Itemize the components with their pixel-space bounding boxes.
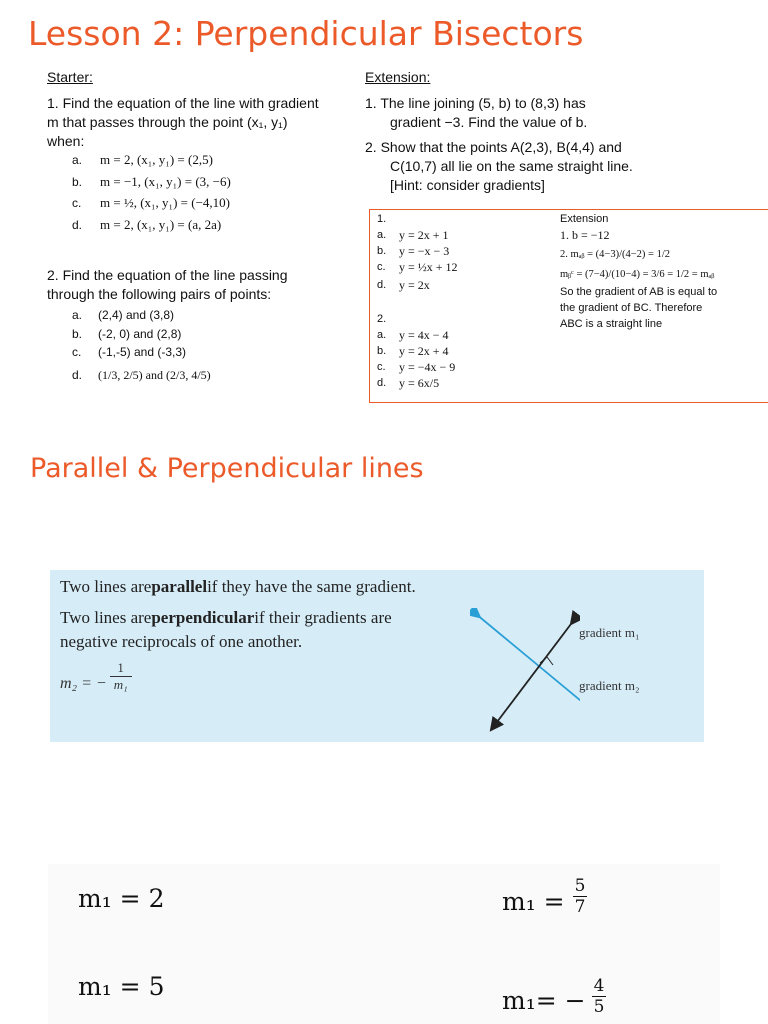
list-item: c. (-1,-5) and (-3,3) (72, 345, 187, 359)
list-item: a. y = 2x + 1 (377, 228, 449, 242)
answers-right (560, 212, 717, 333)
starter-section (47, 68, 319, 238)
page-title: Lesson 2: Perpendicular Bisectors (28, 14, 584, 53)
list-item: c. m = ½, (x₁, y₁) = (−4,10) (72, 195, 230, 210)
starter-q1-list (72, 152, 319, 238)
answer-ext-line: the gradient of BC. Therefore (560, 302, 703, 314)
list-item (377, 294, 458, 312)
example-m1-neg-4-5: m₁= − $\frac{4}{5}$ (502, 976, 605, 1017)
black-line (494, 620, 574, 726)
starter-q1-line3: when: (47, 133, 85, 149)
extension-q2-line1: 2. Show that the points A(2,3), B(4,4) and (365, 139, 622, 155)
answer-ext-2-bc: mᵦᶜ = (7−4)/(10−4) = 3/6 = 1/2 = mₐᵦ (560, 269, 715, 281)
example-m1-5: m₁ = 5 (78, 972, 165, 1001)
extension-q1-line1: 1. The line joining (5, b) to (8,3) has (365, 95, 586, 111)
starter-q1-line1: 1. Find the equation of the line with gradient (47, 95, 319, 111)
list-item: b. m = −1, (x₁, y₁) = (3, −6) (72, 173, 231, 189)
example-m1-2: m₁ = 2 (78, 884, 165, 913)
parallel-rule: Two lines are parallel if they have the same gradient. (60, 577, 416, 596)
label-gradient-m1: gradient m₁ (579, 625, 640, 640)
answer-ext-2: 2. mₐᵦ = (4−3)/(4−2) = 1/2 (560, 249, 671, 261)
answers-extension-heading: Extension (560, 213, 609, 225)
list-item: d. y = 6x/5 (377, 376, 440, 390)
list-item: d. y = 2x (377, 278, 430, 292)
answer-ext-line: ABC is a straight line (560, 318, 663, 330)
answers-left (377, 212, 458, 394)
list-item: 1. (377, 213, 387, 225)
list-item: a. m = 2, (x₁, y₁) = (2,5) (72, 152, 213, 167)
list-item: d. m = 2, (x₁, y₁) = (a, 2a) (72, 216, 222, 232)
starter-heading: Starter: (47, 69, 93, 85)
answer-ext-line: So the gradient of AB is equal to (560, 286, 718, 298)
rule-text (60, 575, 416, 654)
section-title: Parallel & Perpendicular lines (30, 453, 424, 484)
label-gradient-m2: gradient m₂ (579, 678, 640, 693)
list-item: a. y = 4x − 4 (377, 328, 449, 342)
gradient-formula: m₂ = − $\frac{1}{\text{m₁}}$ (60, 660, 132, 693)
starter-q2-line2: through the following pairs of points: (47, 286, 272, 302)
list-item: b. y = 2x + 4 (377, 344, 449, 358)
extension-q2-line2: C(10,7) all lie on the same straight line. (390, 158, 633, 174)
list-item: d. (1/3, 2/5) and (2/3, 4/5) (72, 367, 211, 382)
list-item: c. y = ½x + 12 (377, 260, 458, 274)
perpendicular-lines-diagram (470, 608, 580, 734)
list-item: b. y = −x − 3 (377, 244, 450, 258)
starter-q2 (47, 266, 288, 387)
perpendicular-rule: Two lines are perpendicular if their gradients are (60, 608, 392, 627)
answer-ext-1: 1. b = −12 (560, 228, 610, 242)
list-item: c. y = −4x − 9 (377, 360, 456, 374)
extension-section (365, 68, 633, 195)
list-item: b. (-2, 0) and (2,8) (72, 326, 182, 341)
list-item: a. (2,4) and (3,8) (72, 308, 175, 322)
list-item: 2. (377, 313, 387, 325)
starter-q2-line1: 2. Find the equation of the line passing (47, 267, 288, 283)
extension-q1-line2: gradient −3. Find the value of b. (390, 114, 588, 130)
extension-q2-line3: [Hint: consider gradients] (390, 177, 545, 193)
blue-line (476, 614, 580, 720)
extension-heading: Extension: (365, 69, 431, 85)
example-m1-5-7: m₁ = $\frac{5}{7}$ (502, 876, 586, 917)
starter-q2-list (72, 307, 288, 387)
starter-q1-line2: m that passes through the point (x₁, y₁) (47, 114, 288, 130)
perpendicular-rule-line2: negative reciprocals of one another. (60, 632, 303, 651)
